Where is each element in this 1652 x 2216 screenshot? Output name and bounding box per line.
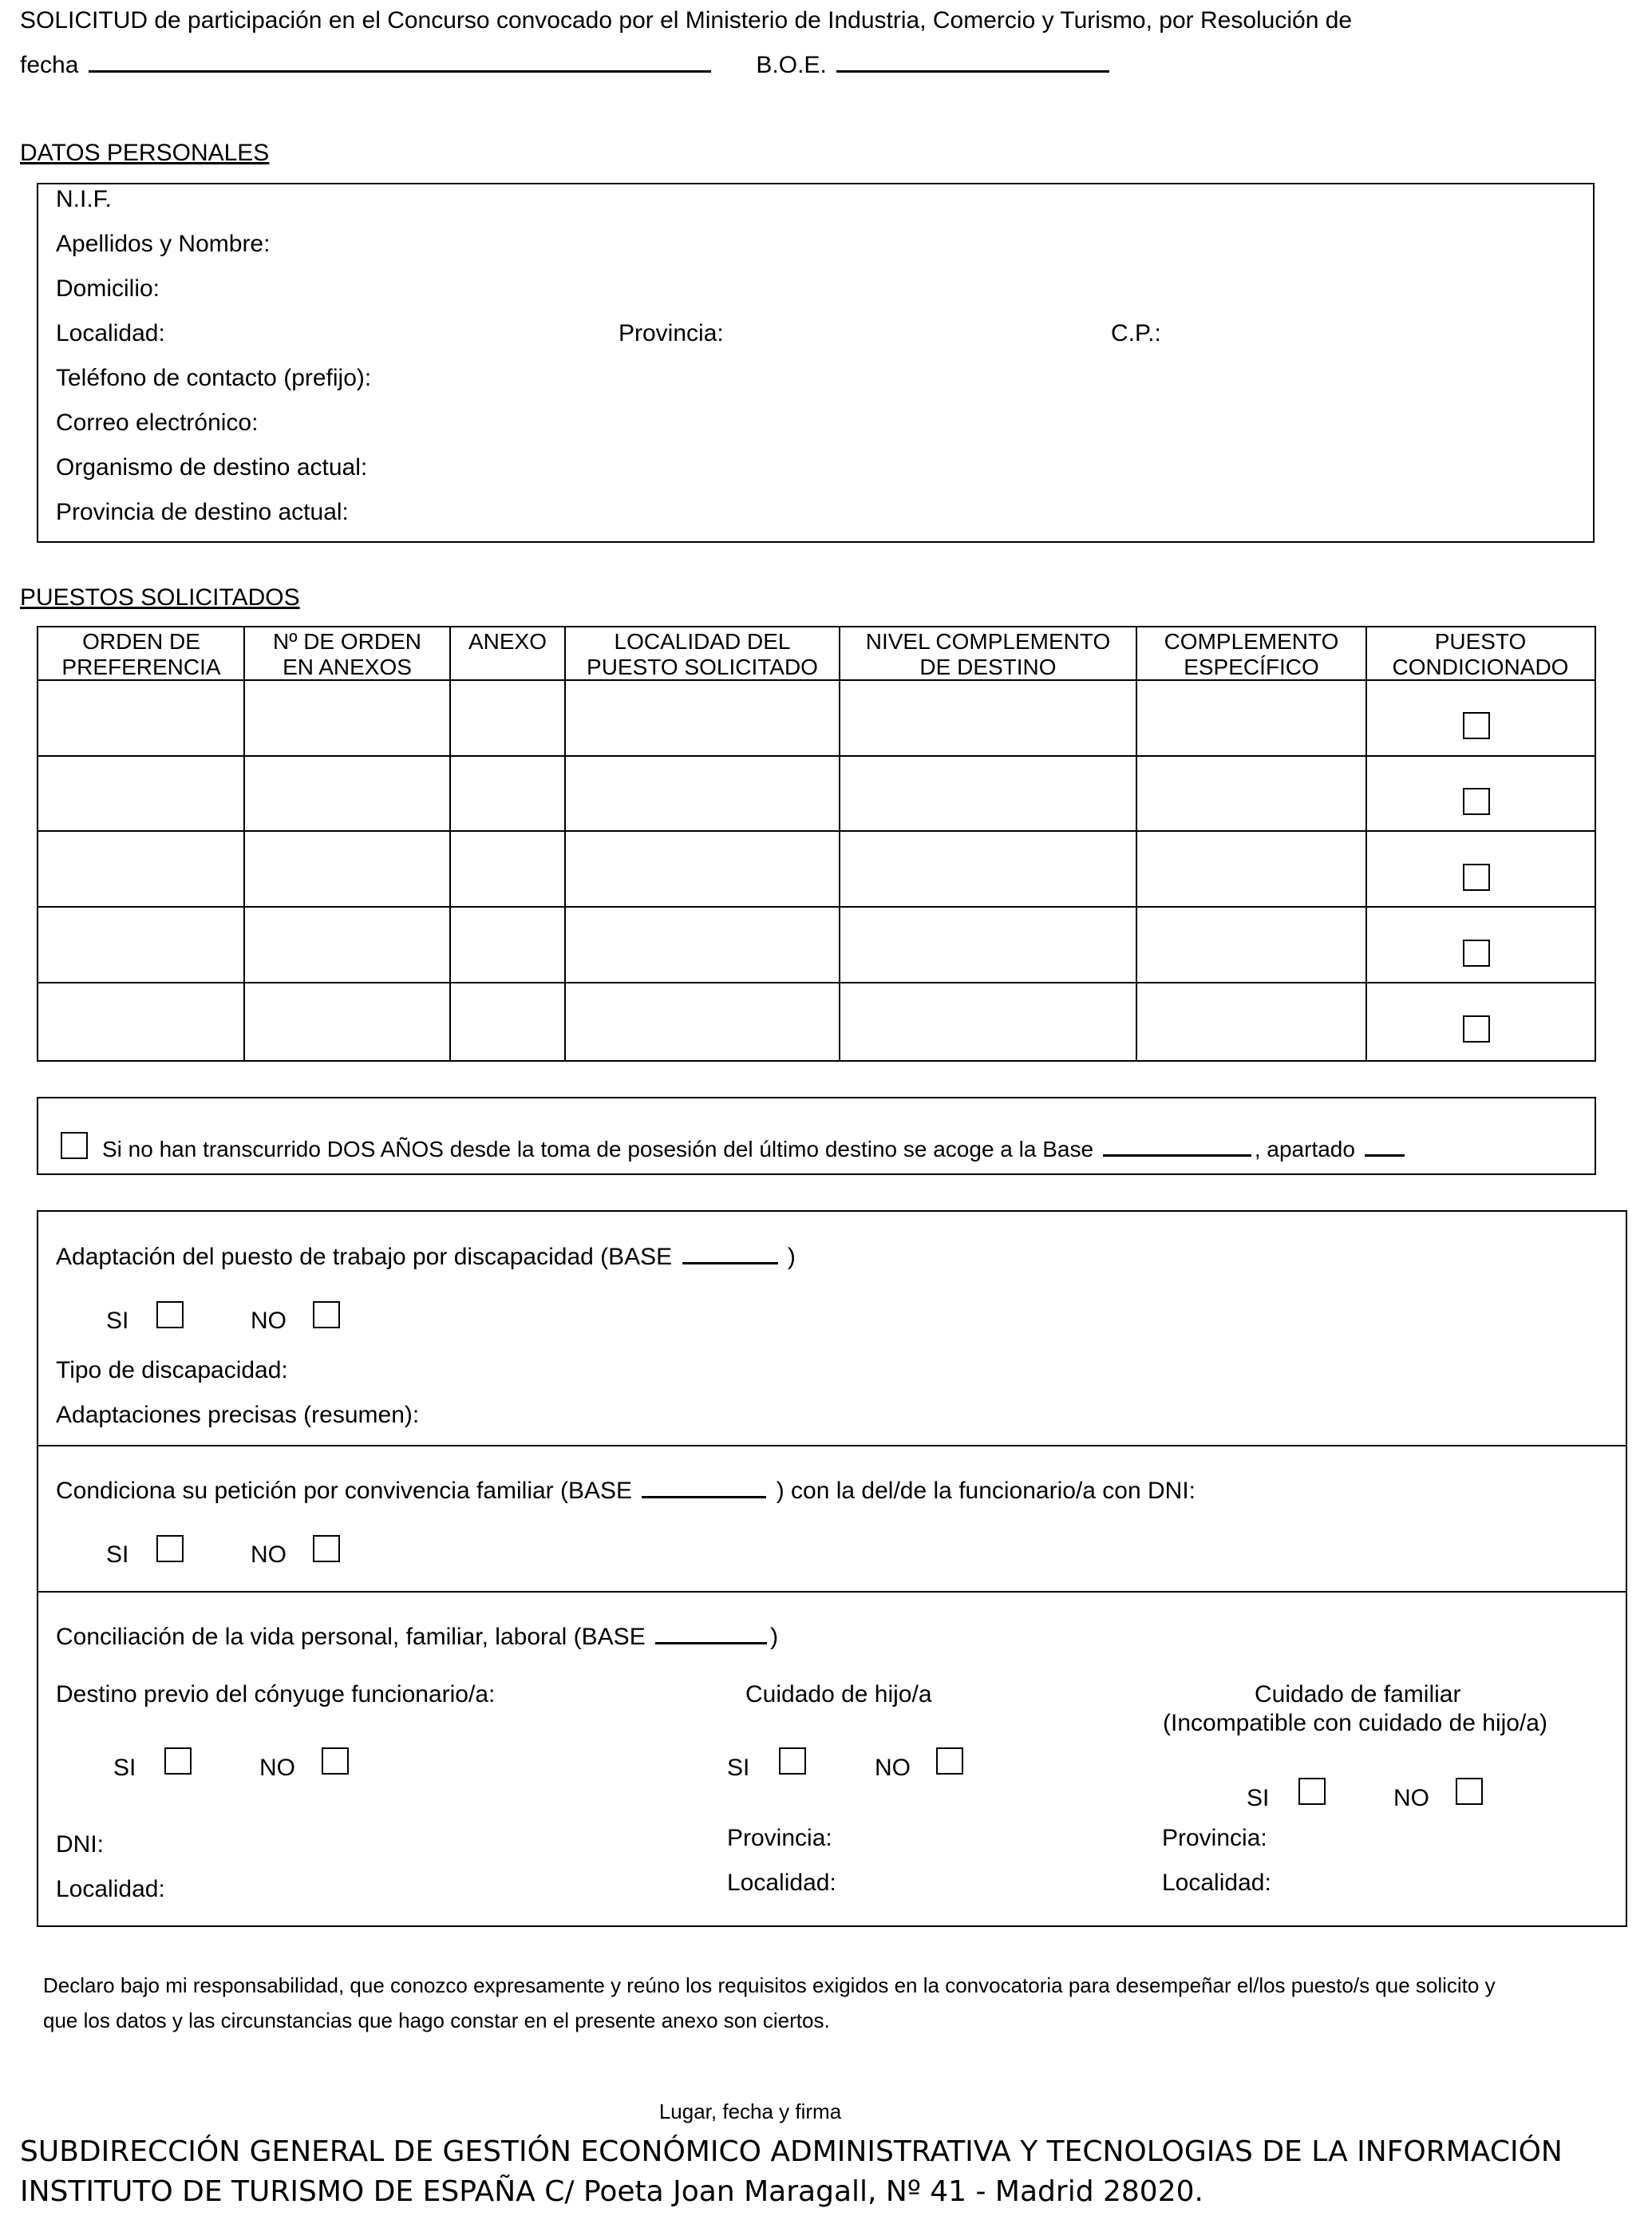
grid-hline <box>37 679 1596 681</box>
tipo-discapacidad-label: Tipo de discapacidad: <box>56 1357 288 1383</box>
hijo-si-checkbox[interactable] <box>779 1747 806 1775</box>
col-header-nivel: NIVEL COMPLEMENTO DE DESTINO <box>865 629 1111 679</box>
discapacidad-si-label: SI <box>106 1308 129 1334</box>
grid-vline <box>564 626 566 1062</box>
familiar-no-checkbox[interactable] <box>1456 1778 1483 1805</box>
boe-label: B.O.E. <box>756 52 827 78</box>
firma-label: Lugar, fecha y firma <box>658 2099 842 2123</box>
grid-hline <box>37 755 1596 757</box>
grid-vline <box>1136 626 1137 1062</box>
fecha-blank[interactable] <box>89 49 711 73</box>
header-line2 <box>20 49 1113 80</box>
footer-line1: SUBDIRECCIÓN GENERAL DE GESTIÓN ECONÓMICO ADMINISTRATIVA Y TECNOLOGIAS DE LA INFORMACIÓN <box>20 2135 1563 2168</box>
datos-personales-box <box>37 183 1595 543</box>
dos-anos-checkbox[interactable] <box>61 1132 88 1159</box>
grid-vline <box>1365 626 1367 1062</box>
declaracion-line2: que los datos y las circunstancias que hago constar en el presente anexo son ciertos. <box>43 2008 830 2032</box>
puestos-title: PUESTOS SOLICITADOS <box>20 584 300 611</box>
apellidos-label: Apellidos y Nombre: <box>56 231 271 257</box>
correo-label: Correo electrónico: <box>56 410 259 436</box>
convivencia-no-checkbox[interactable] <box>313 1535 340 1562</box>
condicionado-checkbox[interactable] <box>1463 940 1490 967</box>
discapacidad-base-blank[interactable] <box>682 1241 778 1264</box>
hijo-si-label: SI <box>727 1755 750 1781</box>
familiar-provincia-label: Provincia: <box>1162 1825 1267 1851</box>
adaptaciones-label: Adaptaciones precisas (resumen): <box>56 1402 420 1428</box>
conyuge-si-checkbox[interactable] <box>164 1747 192 1775</box>
hijo-localidad-label: Localidad: <box>727 1870 836 1896</box>
hijo-no-checkbox[interactable] <box>936 1747 963 1775</box>
localidad-label: Localidad: <box>56 320 165 346</box>
convivencia-si-checkbox[interactable] <box>156 1535 184 1562</box>
grid-hline <box>37 830 1596 832</box>
grid-hline <box>37 982 1596 983</box>
conyuge-dni-label: DNI: <box>56 1831 104 1858</box>
conyuge-label: Destino previo del cónyuge funcionario/a: <box>56 1681 496 1708</box>
convivencia-si-label: SI <box>106 1541 129 1568</box>
dos-anos-box <box>37 1097 1596 1175</box>
header-line1: SOLICITUD de participación en el Concurso convocado por el Ministerio de Industria, Comercio y Turismo, por Resolución de <box>20 7 1353 34</box>
familiar-si-checkbox[interactable] <box>1298 1778 1326 1805</box>
discapacidad-title: Adaptación del puesto de trabajo por discapacidad (BASE ) <box>56 1241 796 1272</box>
puestos-table <box>37 626 1596 1062</box>
datos-personales-title: DATOS PERSONALES <box>20 140 270 166</box>
section-divider <box>37 1591 1627 1593</box>
hijo-label: Cuidado de hijo/a <box>745 1681 932 1708</box>
boe-blank[interactable] <box>836 49 1109 73</box>
provincia-destino-label: Provincia de destino actual: <box>56 499 349 525</box>
grid-vline <box>449 626 451 1062</box>
discapacidad-no-label: NO <box>251 1308 287 1334</box>
base-blank[interactable] <box>1103 1137 1251 1157</box>
dos-anos-text: Si no han transcurrido DOS AÑOS desde la toma de posesión del último destino se acoge a la Base , apartado <box>102 1137 1408 1162</box>
condicionado-checkbox[interactable] <box>1463 788 1490 815</box>
grid-hline <box>37 906 1596 908</box>
condicionado-checkbox[interactable] <box>1463 864 1490 891</box>
condicionado-checkbox[interactable] <box>1463 712 1490 739</box>
fecha-label: fecha <box>20 52 79 78</box>
domicilio-label: Domicilio: <box>56 275 160 302</box>
section-divider <box>37 1445 1627 1446</box>
organismo-label: Organismo de destino actual: <box>56 454 368 481</box>
provincia-label: Provincia: <box>619 320 724 346</box>
col-header-orden: ORDEN DE PREFERENCIA <box>61 629 221 679</box>
telefono-label: Teléfono de contacto (prefijo): <box>56 365 372 391</box>
hijo-no-label: NO <box>875 1755 911 1781</box>
condicionado-checkbox[interactable] <box>1463 1015 1490 1043</box>
footer-line2: INSTITUTO DE TURISMO DE ESPAÑA C/ Poeta Joan Maragall, Nº 41 - Madrid 28020. <box>20 2175 1203 2208</box>
conyuge-si-label: SI <box>113 1755 136 1781</box>
conyuge-no-checkbox[interactable] <box>322 1747 349 1775</box>
familiar-no-label: NO <box>1393 1785 1429 1811</box>
col-header-anexo: ANEXO <box>468 629 547 654</box>
convivencia-title: Condiciona su petición por convivencia familiar (BASE ) con la del/de la funcionario/a con DNI: <box>56 1475 1196 1506</box>
apartado-blank[interactable] <box>1365 1137 1405 1157</box>
col-header-localidad: LOCALIDAD DEL PUESTO SOLICITADO <box>587 629 818 679</box>
conyuge-localidad-label: Localidad: <box>56 1876 165 1902</box>
familiar-label: Cuidado de familiar <box>1255 1681 1461 1708</box>
familiar-si-label: SI <box>1247 1785 1270 1811</box>
cp-label: C.P.: <box>1111 320 1161 346</box>
conciliacion-title: Conciliación de la vida personal, familiar, laboral (BASE ) <box>56 1621 778 1652</box>
discapacidad-si-checkbox[interactable] <box>156 1301 184 1328</box>
discapacidad-no-checkbox[interactable] <box>313 1301 340 1328</box>
col-header-complemento: COMPLEMENTO ESPECÍFICO <box>1164 629 1339 679</box>
conciliacion-base-blank[interactable] <box>655 1621 767 1644</box>
conyuge-no-label: NO <box>259 1755 295 1781</box>
grid-vline <box>839 626 840 1062</box>
convivencia-base-blank[interactable] <box>642 1475 766 1498</box>
declaracion-line1: Declaro bajo mi responsabilidad, que conozco expresamente y reúno los requisitos exigidos en la convocatoria para desempeñar el/los puesto/s que solicito y <box>43 1973 1496 1997</box>
familiar-localidad-label: Localidad: <box>1162 1870 1271 1896</box>
hijo-provincia-label: Provincia: <box>727 1825 832 1851</box>
nif-label: N.I.F. <box>56 186 113 212</box>
familiar-note: (Incompatible con cuidado de hijo/a) <box>1163 1710 1547 1736</box>
convivencia-no-label: NO <box>251 1541 287 1568</box>
col-header-condicionado: PUESTO CONDICIONADO <box>1392 629 1569 679</box>
col-header-numero: Nº DE ORDEN EN ANEXOS <box>272 629 422 679</box>
grid-vline <box>243 626 245 1062</box>
